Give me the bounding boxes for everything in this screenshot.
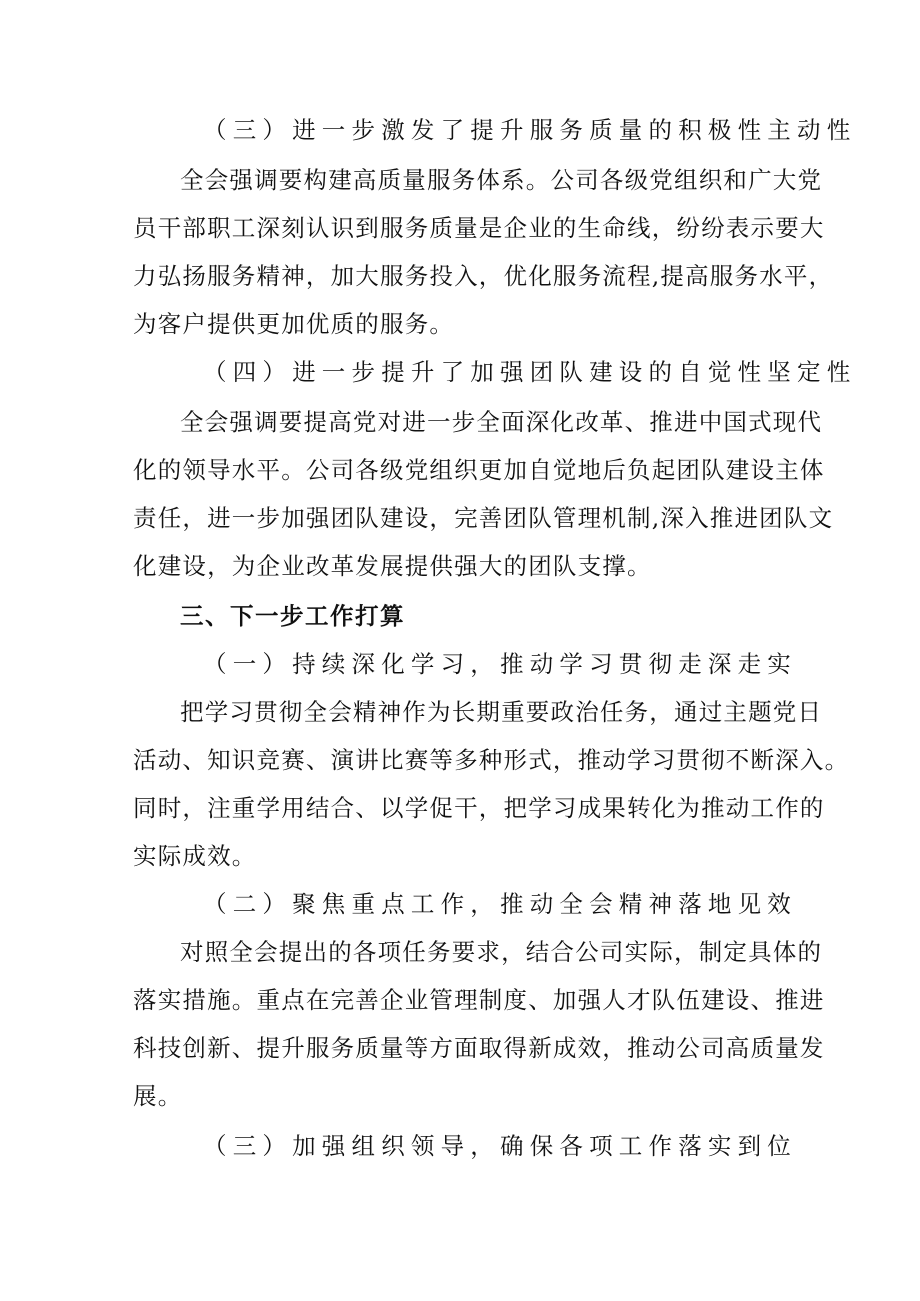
paragraph-line: 全会强调要提高党对进一步全面深化改革、推进中国式现代 (180, 408, 823, 436)
subheading-2: （二）聚焦重点工作，推动全会精神落地见效 (203, 890, 797, 918)
paragraph-line: 展。 (133, 1082, 183, 1110)
subheading-4: （四）进一步提升了加强团队建设的自觉性坚定性 (203, 358, 857, 386)
paragraph-line: 化建设，为企业改革发展提供强大的团队支撑。 (133, 552, 652, 580)
subheading-3b: （三）加强组织领导，确保各项工作落实到位 (203, 1132, 797, 1160)
section-heading: 三、下一步工作打算 (180, 602, 405, 630)
paragraph-line: 为客户提供更加优质的服务。 (133, 310, 455, 338)
paragraph-line: 全会强调要构建高质量服务体系。公司各级党组织和广大党 (180, 166, 823, 194)
paragraph-line: 化的领导水平。公司各级党组织更加自觉地后负起团队建设主体 (133, 456, 825, 484)
paragraph-line: 科技创新、提升服务质量等方面取得新成效，推动公司高质量发 (133, 1034, 825, 1062)
paragraph-line: 活动、知识竞赛、演讲比赛等多种形式，推动学习贯彻不断深入。 (133, 746, 850, 774)
paragraph-line: 责任，进一步加强团队建设，完善团队管理机制,深入推进团队文 (133, 504, 834, 532)
paragraph-line: 对照全会提出的各项任务要求，结合公司实际，制定具体的 (180, 938, 823, 966)
paragraph-line: 把学习贯彻全会精神作为长期重要政治任务，通过主题党日 (180, 698, 823, 726)
paragraph-line: 员干部职工深刻认识到服务质量是企业的生命线，纷纷表示要大 (133, 214, 825, 242)
subheading-1: （一）持续深化学习，推动学习贯彻走深走实 (203, 650, 797, 678)
subheading-3: （三）进一步激发了提升服务质量的积极性主动性 (203, 116, 857, 144)
paragraph-line: 力弘扬服务精神，加大服务投入，优化服务流程,提高服务水平， (133, 262, 834, 290)
paragraph-line: 实际成效。 (133, 842, 257, 870)
paragraph-line: 落实措施。重点在完善企业管理制度、加强人才队伍建设、推进 (133, 986, 825, 1014)
paragraph-line: 同时，注重学用结合、以学促干，把学习成果转化为推动工作的 (133, 794, 825, 822)
